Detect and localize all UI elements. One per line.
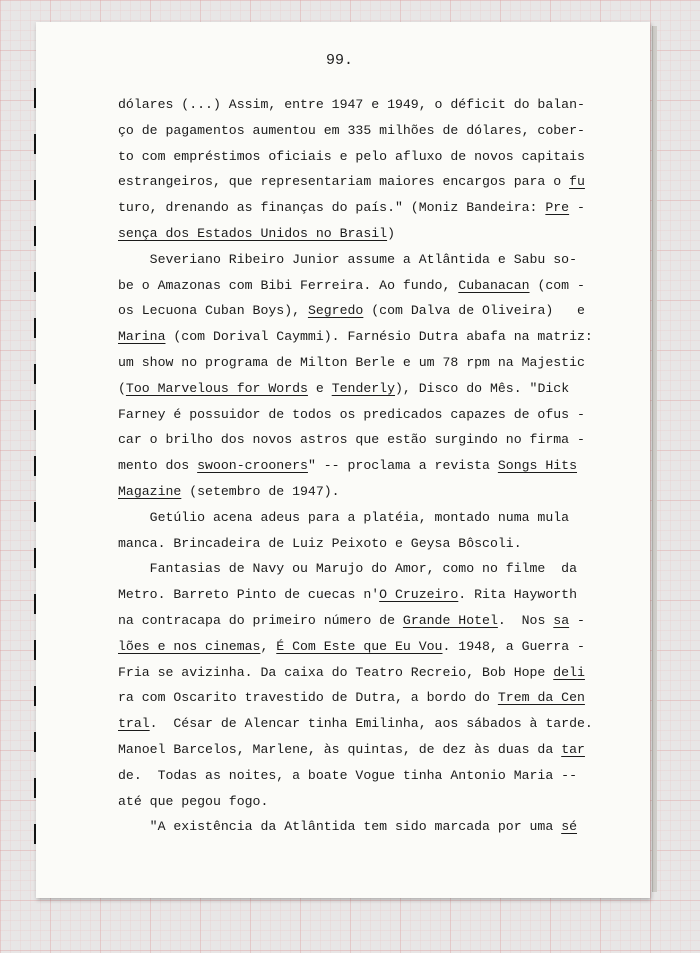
text-line xyxy=(118,685,598,711)
underlined-title: lões e nos cinemas xyxy=(118,638,261,654)
text-line xyxy=(118,247,598,273)
text-run: , xyxy=(260,638,277,654)
text-run: . Nos xyxy=(497,612,554,628)
text-line xyxy=(118,118,598,144)
underlined-title: Pre xyxy=(545,200,570,216)
text-run: ra com Oscarito travestido de Dutra, a bordo do xyxy=(118,690,498,706)
text-line xyxy=(118,427,598,453)
text-run: um show no programa de Milton Berle e um 78 rpm na Majestic xyxy=(118,354,585,370)
text-run: . César de Alencar tinha Emilinha, aos sábados à tarde. xyxy=(149,716,593,732)
text-run: ), Disco do Mês. "Dick xyxy=(395,380,570,396)
text-line xyxy=(118,660,598,686)
text-run: be o Amazonas com Bibi Ferreira. Ao fundo, xyxy=(118,277,459,293)
text-run: (com - xyxy=(529,277,585,293)
text-run: Fria se avizinha. Da caixa do Teatro Recreio, Bob Hope xyxy=(118,664,554,680)
text-run: na contracapa do primeiro número de xyxy=(118,612,403,628)
text-line xyxy=(118,376,598,402)
underlined-title: Trem da Cen xyxy=(497,690,585,706)
underlined-title: sa xyxy=(553,612,570,628)
underlined-title: Songs Hits xyxy=(497,458,578,474)
text-run: (com Dalva de Oliveira) e xyxy=(363,303,585,319)
underlined-title: tral xyxy=(118,716,150,732)
text-run: . Rita Hayworth xyxy=(458,587,578,603)
text-line xyxy=(118,273,598,299)
text-line xyxy=(118,350,598,376)
body-text xyxy=(118,92,598,840)
underlined-title: sença dos Estados Unidos no Brasil xyxy=(118,225,388,241)
text-line xyxy=(118,814,598,840)
text-line xyxy=(118,789,598,815)
text-run: . 1948, a Guerra - xyxy=(442,638,585,654)
text-run: - xyxy=(569,200,585,216)
text-run: e xyxy=(307,380,332,396)
text-run: ço de pagamentos aumentou em 335 milhões de dólares, cober- xyxy=(118,122,585,138)
text-run: Metro. Barreto Pinto de cuecas n' xyxy=(118,587,380,603)
text-line xyxy=(118,711,598,737)
text-run: ( xyxy=(118,380,126,396)
text-line xyxy=(118,195,598,221)
text-run: ) xyxy=(387,225,395,241)
underlined-title: tar xyxy=(561,741,585,757)
text-line xyxy=(118,402,598,428)
text-run: turo, drenando as finanças do país." (Moniz Bandeira: xyxy=(118,200,546,216)
text-run: " -- proclama a revista xyxy=(307,458,498,474)
text-line xyxy=(118,169,598,195)
text-run: to com empréstimos oficiais e pelo afluxo de novos capitais xyxy=(118,148,585,164)
text-run: Severiano Ribeiro Junior assume a Atlântida e Sabu so- xyxy=(118,251,577,267)
text-run: os Lecuona Cuban Boys), xyxy=(118,303,308,319)
underlined-title: deli xyxy=(553,664,585,680)
text-line xyxy=(118,582,598,608)
text-line xyxy=(118,221,598,247)
underlined-title: swoon-crooners xyxy=(197,458,308,474)
text-run: de. Todas as noites, a boate Vogue tinha Antonio Maria -- xyxy=(118,767,577,783)
text-line xyxy=(118,324,598,350)
text-run: Getúlio acena adeus para a platéia, montado numa mula xyxy=(118,509,570,525)
underlined-title: Too Marvelous for Words xyxy=(125,380,308,396)
underlined-title: O Cruzeiro xyxy=(379,587,459,603)
text-line xyxy=(118,634,598,660)
text-line xyxy=(118,556,598,582)
text-run: (setembro de 1947). xyxy=(181,483,340,499)
text-line xyxy=(118,144,598,170)
underlined-title: É Com Este que Eu Vou xyxy=(276,638,443,654)
underlined-title: sé xyxy=(561,819,578,835)
text-run: Farney é possuidor de todos os predicados capazes de ofus - xyxy=(118,406,585,422)
text-run: Manoel Barcelos, Marlene, às quintas, de dez às duas da xyxy=(118,741,562,757)
text-run: manca. Brincadeira de Luiz Peixoto e Geysa Bôscoli. xyxy=(118,535,522,551)
text-run: (com Dorival Caymmi). Farnésio Dutra abafa na matriz: xyxy=(165,329,593,345)
underlined-title: Cubanacan xyxy=(458,277,530,293)
text-run: car o brilho dos novos astros que estão surgindo no firma - xyxy=(118,432,585,448)
underlined-title: Magazine xyxy=(118,483,182,499)
text-line xyxy=(118,92,598,118)
text-run: dólares (...) Assim, entre 1947 e 1949, o déficit do balan- xyxy=(118,97,585,112)
underlined-title: Marina xyxy=(118,329,166,345)
text-line xyxy=(118,763,598,789)
text-run: estrangeiros, que representariam maiores encargos para o xyxy=(118,174,570,190)
text-line xyxy=(118,531,598,557)
text-line xyxy=(118,479,598,505)
text-line xyxy=(118,737,598,763)
page-number: 99. xyxy=(326,52,354,69)
text-run: - xyxy=(569,612,585,628)
text-line xyxy=(118,505,598,531)
text-run: "A existência da Atlântida tem sido marcada por uma xyxy=(118,819,562,835)
page-edge xyxy=(652,26,657,892)
text-run: mento dos xyxy=(118,458,198,474)
underlined-title: Grande Hotel xyxy=(402,612,498,628)
text-line xyxy=(118,608,598,634)
underlined-title: Segredo xyxy=(307,303,364,319)
text-run: até que pegou fogo. xyxy=(118,793,269,809)
text-line xyxy=(118,453,598,479)
text-run: Fantasias de Navy ou Marujo do Amor, como no filme da xyxy=(118,561,577,577)
text-line xyxy=(118,298,598,324)
underlined-title: Tenderly xyxy=(331,380,396,396)
underlined-title: fu xyxy=(569,174,585,190)
